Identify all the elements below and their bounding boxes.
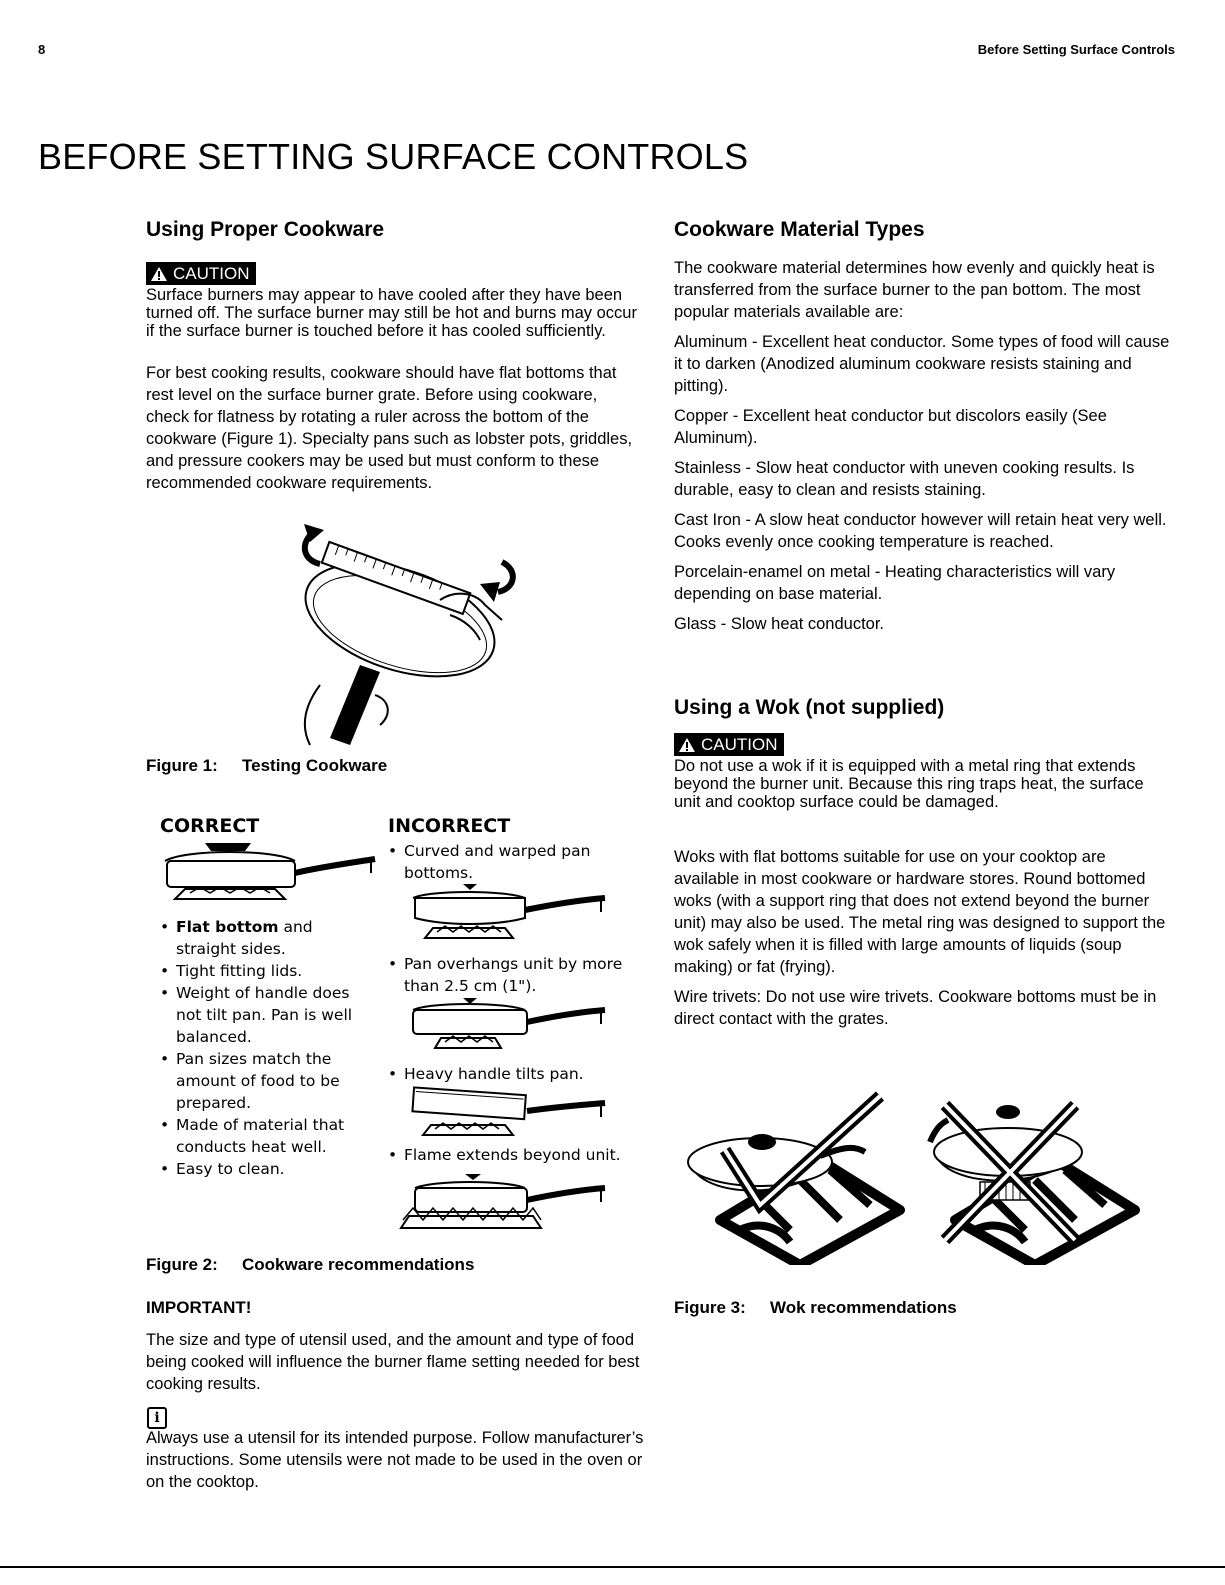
wok-paragraph-1: Woks with flat bottoms suitable for use on your cooktop are available in most cookware or hardware stores. Round bottomed woks (with a support ring that does not extend beyond the burner unit) may also be used. The metal ring was designed to support the wok safely when it is filled with large amounts of liquids (soup making) or fat (frying). bbox=[674, 848, 1166, 976]
section-heading-proper-cookware: Using Proper Cookware bbox=[146, 218, 385, 241]
running-head: Before Setting Surface Controls bbox=[977, 42, 1175, 57]
materials-body bbox=[674, 257, 1174, 643]
wok-body bbox=[674, 846, 1174, 1038]
section-heading-wok: Using a Wok (not supplied) bbox=[674, 696, 945, 719]
material-item: Aluminum - Excellent heat conductor. Some types of food will cause it to darken (Anodized aluminum cookware resists staining and pitting). bbox=[674, 333, 1170, 395]
correct-item-text: Easy to clean. bbox=[176, 1160, 285, 1178]
list-item: • Flame extends beyond unit. bbox=[388, 1144, 638, 1166]
figure1-title: Testing Cookware bbox=[242, 756, 388, 775]
page-number: 8 bbox=[38, 42, 46, 57]
correct-pan-illustration bbox=[155, 835, 385, 915]
correct-item-text: Tight fitting lids. bbox=[176, 962, 303, 980]
material-item: Porcelain-enamel on metal - Heating characteristics will vary depending on base material. bbox=[674, 563, 1116, 603]
incorrect-list-1 bbox=[388, 840, 638, 884]
material-item: Copper - Excellent heat conductor but discolors easily (See Aluminum). bbox=[674, 407, 1107, 447]
figure3-title: Wok recommendations bbox=[770, 1298, 957, 1317]
warped-pan-illustration bbox=[405, 882, 615, 944]
materials-intro: The cookware material determines how evenly and quickly heat is transferred from the surface burner to the pan bottom. The most popular materials available are: bbox=[674, 259, 1155, 321]
figure2-caption bbox=[146, 1255, 474, 1275]
caution-label: CAUTION bbox=[173, 264, 250, 283]
info-icon: i bbox=[147, 1407, 167, 1429]
incorrect-list-4 bbox=[388, 1144, 638, 1166]
tilted-pan-illustration bbox=[405, 1085, 615, 1140]
correct-item-text: Made of material that conducts heat well. bbox=[176, 1116, 345, 1156]
bottom-rule bbox=[0, 1566, 1225, 1568]
important-heading: IMPORTANT! bbox=[146, 1298, 252, 1317]
page-title: BEFORE SETTING SURFACE CONTROLS bbox=[38, 136, 749, 177]
incorrect-list-3 bbox=[388, 1063, 638, 1085]
warning-triangle-icon bbox=[150, 266, 168, 282]
figure1-caption bbox=[146, 756, 387, 776]
list-item bbox=[160, 916, 375, 960]
correct-list bbox=[160, 916, 375, 1180]
testing-cookware-illustration bbox=[280, 520, 530, 750]
figure3-number: Figure 3: bbox=[674, 1298, 746, 1317]
material-item: Stainless - Slow heat conductor with uneven cooking results. Is durable, easy to clean and resists staining. bbox=[674, 459, 1135, 499]
caution-label: CAUTION bbox=[701, 735, 778, 754]
caution-badge bbox=[146, 262, 256, 285]
list-item bbox=[160, 982, 375, 1048]
correct-item-text: Weight of handle does not tilt pan. Pan is well balanced. bbox=[176, 984, 353, 1046]
proper-cookware-paragraph: For best cooking results, cookware should have flat bottoms that rest level on the surface burner grate. Before using cookware, check for flatness by rotating a ruler across the bottom of the cookware (Figure 1). Specialty pans such as lobster pots, griddles, and pressure cookers may be used but must conform to these recommended cookware requirements. bbox=[146, 364, 633, 492]
list-item bbox=[160, 1114, 375, 1158]
correct-item-text: Pan sizes match the amount of food to be prepared. bbox=[176, 1050, 340, 1112]
list-item: • Curved and warped pan bottoms. bbox=[388, 840, 638, 884]
info-text: Always use a utensil for its intended purpose. Follow manufacturer’s instructions. Some utensils were not made to be used in the oven or on the cooktop. bbox=[146, 1429, 644, 1491]
list-item bbox=[160, 1158, 375, 1180]
list-item: • Pan overhangs unit by more than 2.5 cm (1"). bbox=[388, 953, 638, 997]
figure2-number: Figure 2: bbox=[146, 1255, 218, 1274]
wok-recommendations-illustration bbox=[680, 1090, 1160, 1265]
figure2-title: Cookware recommendations bbox=[242, 1255, 475, 1274]
list-item bbox=[160, 960, 375, 982]
figure3-caption bbox=[674, 1298, 957, 1318]
wok-paragraph-2: Wire trivets: Do not use wire trivets. Cookware bottoms must be in direct contact with the grates. bbox=[674, 988, 1157, 1028]
caution-badge-wok bbox=[674, 733, 784, 756]
list-item: • Heavy handle tilts pan. bbox=[388, 1063, 638, 1085]
wok-caution-text: Do not use a wok if it is equipped with a metal ring that extends beyond the burner unit. Because this ring traps heat, the surface unit and cooktop surface could be damaged. bbox=[674, 757, 1144, 811]
important-text: The size and type of utensil used, and the amount and type of food being cooked will influence the burner flame setting needed for best cooking results. bbox=[146, 1331, 640, 1393]
correct-item-bold: Flat bottom bbox=[176, 918, 279, 936]
material-item: Cast Iron - A slow heat conductor however will retain heat very well. Cooks evenly once cooking temperature is reached. bbox=[674, 511, 1167, 551]
warning-triangle-icon bbox=[678, 737, 696, 753]
correct-item-text: and straight sides. bbox=[176, 918, 313, 958]
caution-text: Surface burners may appear to have cooled after they have been turned off. The surface burner may still be hot and burns may occur if the surface burner is touched before it has cooled sufficiently. bbox=[146, 286, 637, 340]
correct-heading: CORRECT bbox=[160, 815, 260, 837]
overhang-pan-illustration bbox=[405, 996, 615, 1054]
section-heading-material-types: Cookware Material Types bbox=[674, 218, 925, 241]
incorrect-list-2 bbox=[388, 953, 638, 997]
list-item bbox=[160, 1048, 375, 1114]
figure1-number: Figure 1: bbox=[146, 756, 218, 775]
flame-beyond-pan-illustration bbox=[395, 1172, 615, 1236]
material-item: Glass - Slow heat conductor. bbox=[674, 615, 885, 633]
incorrect-heading: INCORRECT bbox=[388, 815, 511, 837]
